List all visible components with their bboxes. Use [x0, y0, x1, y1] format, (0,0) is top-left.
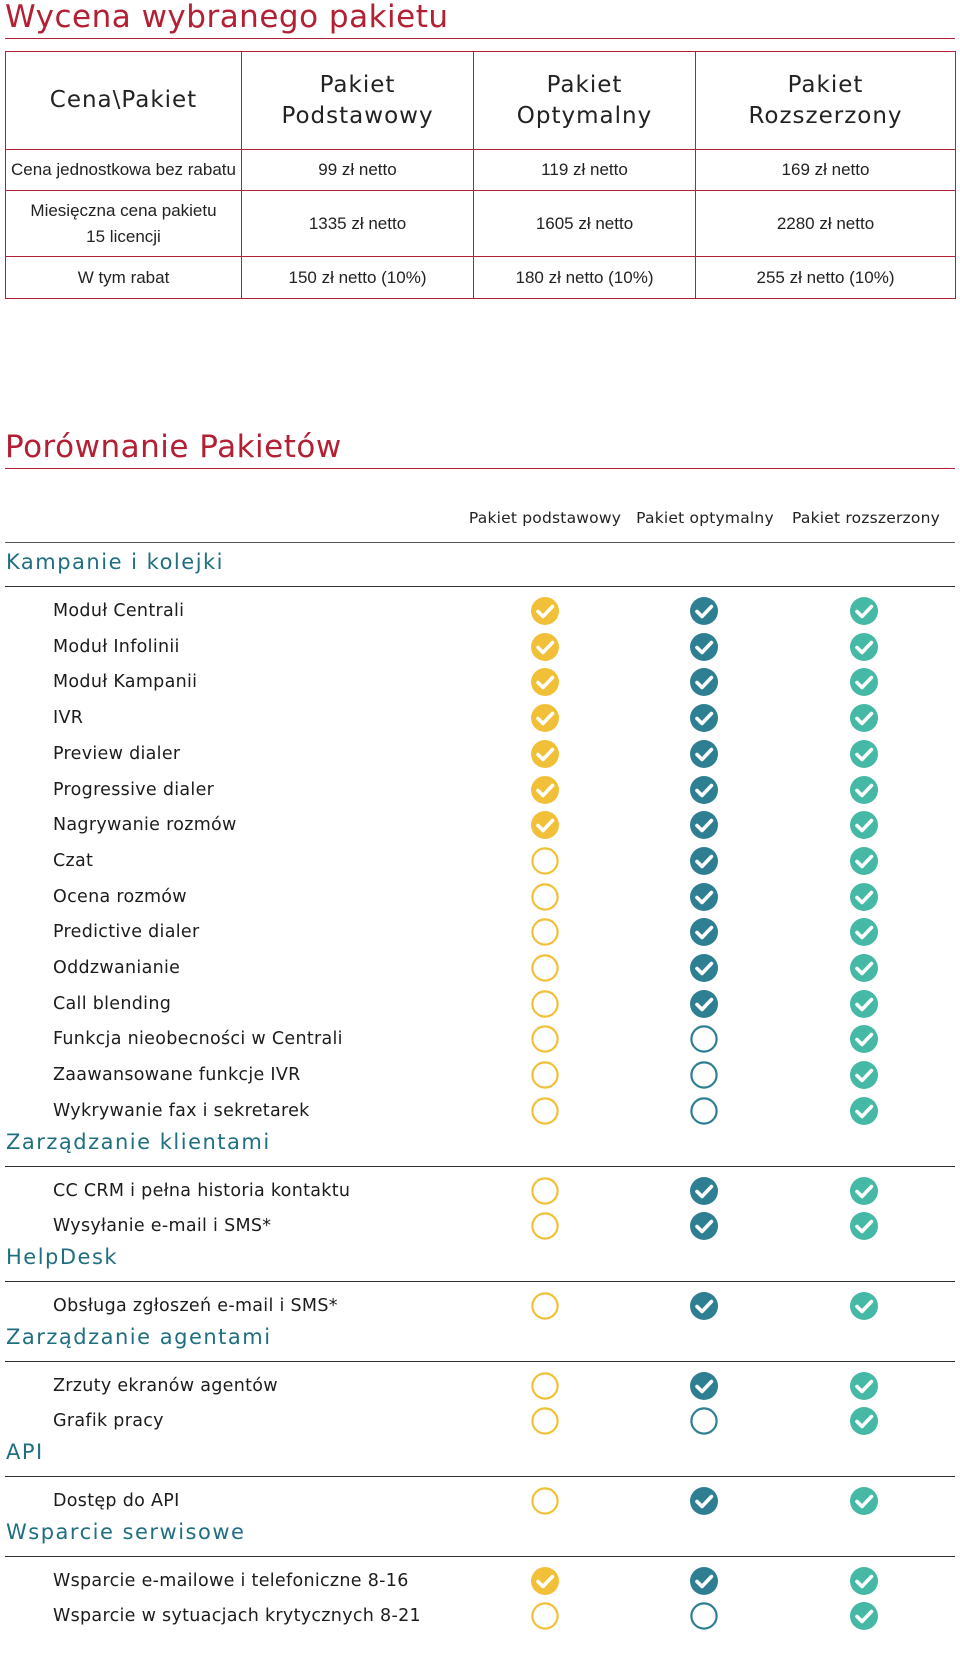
- feature-row: [0, 737, 960, 772]
- category-heading: Zarządzanie agentami: [6, 1324, 272, 1349]
- package-header-extended: [696, 52, 956, 150]
- check-circle-icon-optimal: [689, 846, 719, 876]
- check-circle-icon-basic: [530, 810, 560, 840]
- category-rule: [5, 1281, 955, 1282]
- price-cell: 1335 zł netto: [242, 191, 474, 257]
- feature-row: [0, 1174, 960, 1209]
- package-header-line: Pakiet: [546, 71, 623, 98]
- empty-circle-icon-basic: [530, 1486, 560, 1516]
- package-header-name: Podstawowy: [281, 102, 434, 129]
- feature-row: [0, 1404, 960, 1439]
- feature-row: [0, 630, 960, 665]
- empty-circle-icon-basic: [530, 1211, 560, 1241]
- feature-label: Wykrywanie fax i sekretarek: [53, 1100, 310, 1121]
- row-label: Cena jednostkowa bez rabatu: [6, 150, 242, 191]
- feature-label: IVR: [53, 708, 84, 729]
- check-circle-icon-extended: [849, 1176, 879, 1206]
- category-rule: [5, 586, 955, 587]
- check-circle-icon-basic: [530, 667, 560, 697]
- row-label-line1: Miesięczna cena pakietu: [30, 200, 217, 220]
- row-label: W tym rabat: [6, 257, 242, 299]
- check-circle-icon-extended: [849, 632, 879, 662]
- feature-row: [0, 1599, 960, 1634]
- feature-label: CC CRM i pełna historia kontaktu: [53, 1180, 351, 1201]
- feature-label: Obsługa zgłoszeń e-mail i SMS*: [53, 1295, 338, 1316]
- feature-row: [0, 880, 960, 915]
- check-circle-icon-basic: [530, 632, 560, 662]
- empty-circle-icon-basic: [530, 1176, 560, 1206]
- category-heading: API: [6, 1440, 44, 1464]
- price-cell: 119 zł netto: [474, 150, 696, 191]
- check-circle-icon-extended: [849, 596, 879, 626]
- empty-circle-icon-basic: [530, 1371, 560, 1401]
- check-circle-icon-optimal: [689, 953, 719, 983]
- check-circle-icon-extended: [849, 1291, 879, 1321]
- package-header-name: Optymalny: [516, 102, 653, 129]
- pricing-row-discount: [6, 257, 956, 299]
- check-circle-icon-extended: [849, 953, 879, 983]
- feature-row: [0, 951, 960, 986]
- check-circle-icon-extended: [849, 1371, 879, 1401]
- check-circle-icon-extended: [849, 1024, 879, 1054]
- empty-circle-icon-basic: [530, 989, 560, 1019]
- feature-row: [0, 1094, 960, 1129]
- row-label-line2: 15 licencji: [86, 226, 161, 246]
- empty-circle-icon-optimal: [689, 1024, 719, 1054]
- feature-row: [0, 915, 960, 950]
- pricing-row-unit-price: [6, 150, 956, 191]
- check-circle-icon-extended: [849, 882, 879, 912]
- package-header-line: Pakiet: [319, 71, 396, 98]
- check-circle-icon-basic: [530, 1566, 560, 1596]
- price-cell: 169 zł netto: [696, 150, 956, 191]
- column-header-optimal: Pakiet optymalny: [636, 509, 774, 527]
- check-circle-icon-basic: [530, 739, 560, 769]
- empty-circle-icon-basic: [530, 1060, 560, 1090]
- category-rule: [5, 1166, 955, 1167]
- feature-label: Zrzuty ekranów agentów: [53, 1375, 278, 1396]
- category-heading: Zarządzanie klientami: [6, 1129, 271, 1154]
- empty-circle-icon-basic: [530, 1601, 560, 1631]
- feature-row: [0, 844, 960, 879]
- feature-label: Preview dialer: [53, 743, 181, 764]
- package-header-name: Rozszerzony: [748, 102, 903, 129]
- feature-row: [0, 1022, 960, 1057]
- feature-row: [0, 987, 960, 1022]
- pricing-title-rule: [5, 38, 955, 39]
- check-circle-icon-optimal: [689, 1371, 719, 1401]
- feature-label: Wsparcie w sytuacjach krytycznych 8-21: [53, 1606, 421, 1627]
- price-cell: 180 zł netto (10%): [474, 257, 696, 299]
- check-circle-icon-extended: [849, 1601, 879, 1631]
- pricing-row-monthly-price: [6, 191, 956, 257]
- feature-row: [0, 665, 960, 700]
- package-header-optimal: [474, 52, 696, 150]
- comparison-title-rule: [5, 468, 955, 469]
- feature-row: [0, 594, 960, 629]
- feature-label: Oddzwanianie: [53, 958, 181, 978]
- check-circle-icon-optimal: [689, 596, 719, 626]
- check-circle-icon-basic: [530, 775, 560, 805]
- price-cell: 1605 zł netto: [474, 191, 696, 257]
- check-circle-icon-extended: [849, 810, 879, 840]
- check-circle-icon-optimal: [689, 989, 719, 1019]
- feature-label: Ocena rozmów: [53, 886, 187, 907]
- check-circle-icon-optimal: [689, 1291, 719, 1321]
- check-circle-icon-optimal: [689, 882, 719, 912]
- feature-row: [0, 1369, 960, 1404]
- column-header-extended: Pakiet rozszerzony: [792, 509, 940, 527]
- feature-row: [0, 1058, 960, 1093]
- feature-row: [0, 1209, 960, 1244]
- check-circle-icon-basic: [530, 703, 560, 733]
- empty-circle-icon-basic: [530, 953, 560, 983]
- price-cell: 150 zł netto (10%): [242, 257, 474, 299]
- check-circle-icon-basic: [530, 596, 560, 626]
- comparison-title: Porównanie Pakietów: [5, 429, 342, 465]
- check-circle-icon-extended: [849, 1406, 879, 1436]
- feature-row: [0, 701, 960, 736]
- feature-row: [0, 1484, 960, 1519]
- empty-circle-icon-basic: [530, 1024, 560, 1054]
- empty-circle-icon-basic: [530, 846, 560, 876]
- empty-circle-icon-basic: [530, 882, 560, 912]
- feature-label: Moduł Kampanii: [53, 672, 198, 693]
- price-cell: 99 zł netto: [242, 150, 474, 191]
- check-circle-icon-optimal: [689, 739, 719, 769]
- column-header-basic: Pakiet podstawowy: [468, 509, 622, 527]
- empty-circle-icon-optimal: [689, 1406, 719, 1436]
- feature-label: Moduł Centrali: [53, 601, 185, 621]
- check-circle-icon-optimal: [689, 810, 719, 840]
- empty-circle-icon-basic: [530, 1096, 560, 1126]
- check-circle-icon-extended: [849, 775, 879, 805]
- pricing-header-row: [6, 52, 956, 150]
- feature-row: [0, 1289, 960, 1324]
- check-circle-icon-extended: [849, 917, 879, 947]
- feature-label: Call blending: [53, 993, 172, 1014]
- empty-circle-icon-basic: [530, 1406, 560, 1436]
- empty-circle-icon-optimal: [689, 1060, 719, 1090]
- price-cell: 2280 zł netto: [696, 191, 956, 257]
- feature-label: Moduł Infolinii: [53, 636, 180, 657]
- package-header-basic: [242, 52, 474, 150]
- check-circle-icon-extended: [849, 846, 879, 876]
- feature-label: Wysyłanie e-mail i SMS*: [53, 1216, 272, 1237]
- column-header-rule: [5, 542, 955, 543]
- check-circle-icon-optimal: [689, 917, 719, 947]
- check-circle-icon-optimal: [689, 667, 719, 697]
- check-circle-icon-extended: [849, 1486, 879, 1516]
- check-circle-icon-extended: [849, 703, 879, 733]
- category-heading: HelpDesk: [6, 1244, 119, 1269]
- feature-row: [0, 1564, 960, 1599]
- row-label: [6, 191, 242, 257]
- feature-label: Zaawansowane funkcje IVR: [53, 1065, 301, 1086]
- feature-label: Wsparcie e-mailowe i telefoniczne 8-16: [53, 1570, 409, 1591]
- check-circle-icon-optimal: [689, 632, 719, 662]
- category-heading: Kampanie i kolejki: [6, 550, 225, 574]
- check-circle-icon-extended: [849, 1566, 879, 1596]
- feature-label: Grafik pracy: [53, 1411, 164, 1432]
- category-rule: [5, 1361, 955, 1362]
- feature-label: Predictive dialer: [53, 922, 200, 943]
- category-heading: Wsparcie serwisowe: [6, 1519, 246, 1544]
- feature-row: [0, 773, 960, 808]
- feature-label: Progressive dialer: [53, 779, 215, 800]
- feature-label: Funkcja nieobecności w Centrali: [53, 1029, 343, 1050]
- category-rule: [5, 1476, 955, 1477]
- pricing-table: [5, 51, 956, 299]
- feature-label: Nagrywanie rozmów: [53, 815, 237, 836]
- empty-circle-icon-basic: [530, 1291, 560, 1321]
- check-circle-icon-extended: [849, 989, 879, 1019]
- check-circle-icon-extended: [849, 667, 879, 697]
- feature-row: [0, 808, 960, 843]
- empty-circle-icon-optimal: [689, 1601, 719, 1631]
- check-circle-icon-extended: [849, 739, 879, 769]
- pricing-title: Wycena wybranego pakietu: [5, 0, 449, 35]
- check-circle-icon-extended: [849, 1096, 879, 1126]
- check-circle-icon-extended: [849, 1211, 879, 1241]
- empty-circle-icon-basic: [530, 917, 560, 947]
- check-circle-icon-optimal: [689, 1176, 719, 1206]
- check-circle-icon-optimal: [689, 1211, 719, 1241]
- package-header-line: Pakiet: [787, 71, 864, 98]
- corner-label: Cena\Pakiet: [6, 52, 242, 150]
- feature-label: Dostęp do API: [53, 1491, 180, 1511]
- category-rule: [5, 1556, 955, 1557]
- check-circle-icon-optimal: [689, 703, 719, 733]
- check-circle-icon-optimal: [689, 1566, 719, 1596]
- empty-circle-icon-optimal: [689, 1096, 719, 1126]
- check-circle-icon-optimal: [689, 1486, 719, 1516]
- feature-label: Czat: [53, 850, 94, 871]
- price-cell: 255 zł netto (10%): [696, 257, 956, 299]
- check-circle-icon-extended: [849, 1060, 879, 1090]
- check-circle-icon-optimal: [689, 775, 719, 805]
